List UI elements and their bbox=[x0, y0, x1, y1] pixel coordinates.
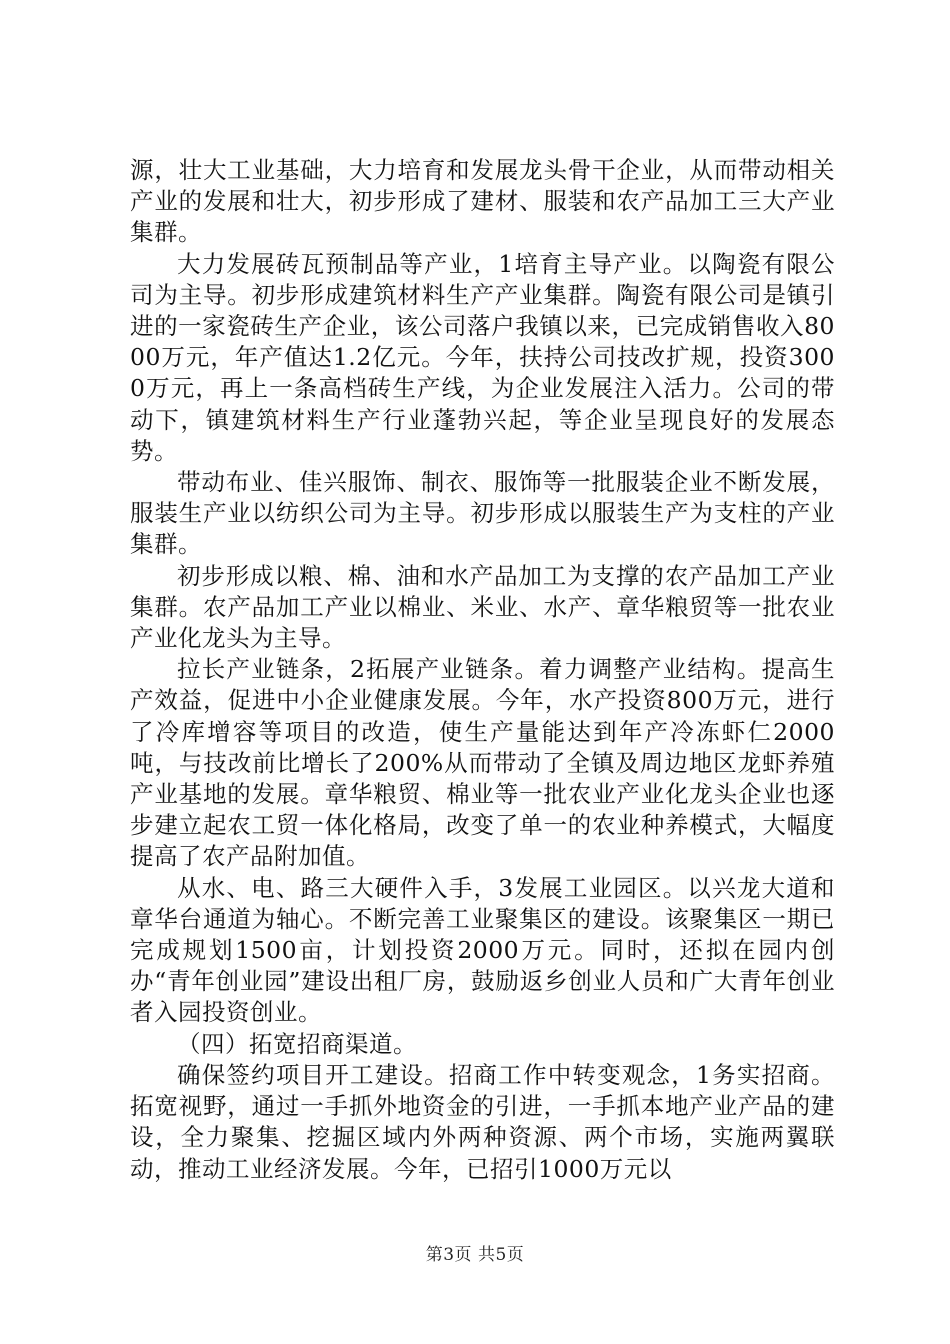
document-body bbox=[130, 155, 835, 1185]
paragraph-investment-attraction: 确保签约项目开工建设。招商工作中转变观念，1务实招商。拓宽视野，通过一手抓外地资金的引进，一手抓本地产业产品的建设，全力聚集、挖掘区域内外两种资源、两个市场，实施两翼联动，推动工业经济发展。今年，已招引1000万元以 bbox=[130, 1060, 835, 1183]
paragraph-agricultural-processing: 初步形成以粮、棉、油和水产品加工为支撑的农产品加工产业集群。农产品加工产业以棉业、米业、水产、章华粮贸等一批农业产业化龙头为主导。 bbox=[130, 561, 835, 653]
paragraph-industrial-park: 从水、电、路三大硬件入手，3发展工业园区。以兴龙大道和章华台通道为轴心。不断完善工业聚集区的建设。该聚集区一期已完成规划1500亩，计划投资2000万元。同时，还拟在园内创办“青年创业园”建设出租厂房，鼓励返乡创业人员和广大青年创业者入园投资创业。 bbox=[130, 873, 835, 1027]
paragraph-continuation: 源，壮大工业基础，大力培育和发展龙头骨干企业，从而带动相关产业的发展和壮大，初步形成了建材、服装和农产品加工三大产业集群。 bbox=[130, 156, 835, 247]
page-number-footer: 第3页 共5页 bbox=[425, 1245, 525, 1265]
paragraph-garment-industry: 带动布业、佳兴服饰、制衣、服饰等一批服装企业不断发展，服装生产业以纺织公司为主导。初步形成以服装生产为支柱的产业集群。 bbox=[130, 468, 835, 559]
section-heading-investment: （四）拓宽招商渠道。 bbox=[177, 1029, 417, 1058]
paragraph-building-materials: 大力发展砖瓦预制品等产业，1培育主导产业。以陶瓷有限公司为主导。初步形成建筑材料生产产业集群。陶瓷有限公司是镇引进的一家瓷砖生产企业，该公司落户我镇以来，已完成销售收入8000万元，年产值达1.2亿元。今年，扶持公司技改扩规，投资3000万元，再上一条高档砖生产线，为企业发展注入活力。公司的带动下，镇建筑材料生产行业蓬勃兴起，等企业呈现良好的发展态势。 bbox=[130, 249, 835, 465]
paragraph-industry-chain: 拉长产业链条，2拓展产业链条。着力调整产业结构。提高生产效益，促进中小企业健康发展。今年，水产投资800万元，进行了冷库增容等项目的改造，使生产量能达到年产冷冻虾仁2000吨，与技改前比增长了200%从而带动了全镇及周边地区龙虾养殖产业基地的发展。章华粮贸、棉业等一批农业产业化龙头企业也逐步建立起农工贸一体化格局，改变了单一的农业种养模式，大幅度提高了农产品附加值。 bbox=[130, 655, 835, 871]
